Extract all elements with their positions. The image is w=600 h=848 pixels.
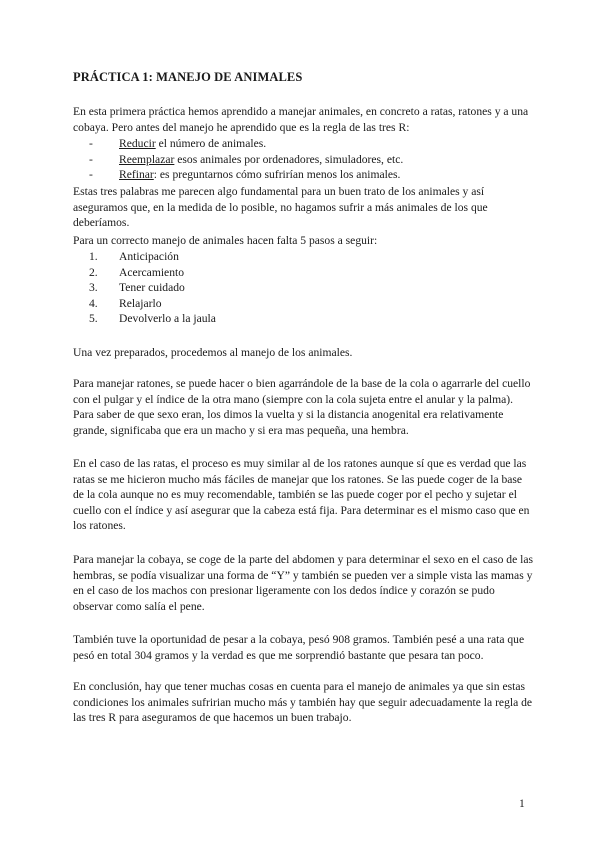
pesar-paragraph: También tuve la oportunidad de pesar a la cobaya, pesó 908 gramos. También pesé a una rata que pesó en total 304 gramos y la verdad es que me sorprendió bastante que pesara tan poco. — [73, 633, 525, 662]
term-text: : es preguntarnos cómo sufrirían menos los animales. — [153, 168, 401, 182]
step-text: Acercamiento — [119, 265, 185, 279]
list-item — [89, 311, 216, 327]
list-number: 4. — [89, 296, 98, 310]
ratones-paragraph: Para manejar ratones, se puede hacer o bien agarrándole de la base de la cola o agarrarle del cuello con el pulgar y el índice de la otra mano (siempre con la cola sujeta entre el anular y la palma). Para saber de que sexo eran, los dimos la vuelta y si la distancia anogenital era relativamente grande, significaba que era un macho y si era mas pequeña, una hembra. — [73, 377, 531, 437]
dash-bullet: - — [89, 137, 93, 150]
list-number: 5. — [89, 312, 98, 326]
step-text: Anticipación — [119, 250, 179, 263]
page-title: PRÁCTICA 1: MANEJO DE ANIMALES — [73, 70, 303, 84]
list-item — [89, 265, 216, 281]
dash-bullet: - — [89, 152, 93, 166]
list-item — [89, 136, 529, 152]
list-item — [89, 296, 216, 312]
ratas-paragraph: En el caso de las ratas, el proceso es muy similar al de los ratones aunque sí que es verdad que las ratas se me hicieron mucho más fáciles de manejar que los ratones. Se las puede coger de la base de la cola aunque no es muy recomendable, también se las puede coger por el pecho y sujetar el cuello con el índice y así asegurar que la cabeza está fija. Para determinar es el mismo caso que en los ratones. — [73, 457, 530, 533]
list-number: 1. — [89, 250, 98, 263]
step-text: Devolverlo a la jaula — [119, 312, 216, 326]
list-item — [89, 280, 216, 296]
prepared-paragraph: Una vez preparados, procedemos al manejo de los animales. — [73, 346, 353, 359]
list-number: 3. — [89, 281, 98, 295]
cobaya-paragraph: Para manejar la cobaya, se coge de la parte del abdomen y para determinar el sexo en el caso de las hembras, se podía visualizar una forma de “Y” y también se pueden ver a simple vista las mamas y en el caso de los machos con presionar ligeramente con los dedos índice y corazón se pudo observar como salía el pene. — [73, 553, 533, 613]
steps-intro: Para un correcto manejo de animales hacen falta 5 pasos a seguir: — [73, 234, 378, 247]
term-text: el número de animales. — [155, 137, 267, 150]
page-number: 1 — [519, 797, 525, 810]
list-item — [89, 249, 216, 265]
step-text: Relajarlo — [119, 296, 162, 310]
list-item — [89, 167, 529, 183]
step-text: Tener cuidado — [119, 281, 185, 295]
list-number: 2. — [89, 265, 98, 279]
steps-list — [89, 249, 216, 327]
intro-paragraph: En esta primera práctica hemos aprendido a manejar animales, en concreto a ratas, ratones y a una cobaya. Pero antes del manejo he aprendido que es la regla de las tres R: — [73, 105, 529, 134]
term-text: esos animales por ordenadores, simuladores, etc. — [174, 152, 404, 166]
list-item — [89, 152, 529, 168]
term: Reemplazar — [119, 152, 175, 166]
three-r-list — [89, 136, 529, 183]
after-r-paragraph: Estas tres palabras me parecen algo fundamental para un buen trato de los animales y así aseguramos que, en la medida de lo posible, no hagamos sufrir a más animales de los que deberíamos. — [73, 185, 488, 230]
conclusion-paragraph: En conclusión, hay que tener muchas cosas en cuenta para el manejo de animales ya que sin estas condiciones los animales sufririan mucho más y también hay que seguir adecuadamente la regla de las tres R para aseguramos de que hacemos un buen trabajo. — [73, 680, 533, 725]
dash-bullet: - — [89, 168, 93, 182]
term: Refinar — [119, 168, 154, 182]
term: Reducir — [119, 137, 156, 150]
